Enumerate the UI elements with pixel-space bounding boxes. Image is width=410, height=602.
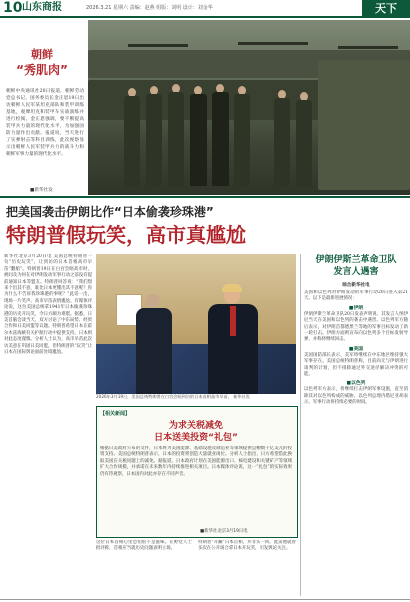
related-news-body: 根据日美政府公布的文件，日本将为美国能源、基础设施及制造业等领域提供总额数千亿美元的投资支持。美国总统特朗普表示，日本的投资将创造大量就业岗位。分析人士指出，日方希望借此换取美国在关税问题上的减免。据报道，日本政府计划在美国能源出口、核电建设和关键矿产等领域扩大合作规模，并承诺在未来数年内持续推进相关项目。日本媒体评论说，这一“礼包”的实际效果仍有待观察，日本国内对此亦存在不同声音。 bbox=[100, 446, 292, 477]
top-story-body: 朝鲜中央通讯社20日报道，朝鲜劳动党总书记、国务委员长金正恩19日出访朝鲜人民军某坦克部队和装甲训练基地，观摩坦克和装甲车实战演练并进行检阅。金正恩强调，要不断提高装甲兵力量的现代化水平，为加强国防力量作出贡献。报道说，当天进行了实弹射击等科目训练，此次视察显示出朝鲜人民军装甲兵力的战斗力和朝鲜军事力量的现代化水平。 bbox=[6, 89, 84, 157]
article-column-3: 特朗普“开涮”日本首相，并非头一回。此前他就曾多次在公开场合拿日本开玩笑，引发舆论关注。 bbox=[198, 540, 296, 552]
photo-caption: 2026年3月19日，美国总统特朗普在白宫会晤到访的日本首相高市早苗。 新华社发 bbox=[96, 394, 250, 399]
top-story-credit: ■新华社发 bbox=[30, 188, 53, 193]
related-news-credit: ■新华社北京3月19日电 bbox=[200, 529, 248, 534]
section-divider bbox=[0, 196, 410, 198]
right-story-paragraph: 美国国防部长表示，美军将继续在中东地区维持强大军事存在。美国总统特朗普称，目前尚无与伊朗进行谈判的计划，但不排除通过外交途径解决冲突的可能。 bbox=[304, 352, 408, 378]
page-number: 10 bbox=[3, 0, 23, 16]
right-story-paragraph: 美国和以色列对伊朗发动的军事行动20日进入第21天。以下是最新进展情况： bbox=[304, 290, 408, 302]
related-news-title-line1: 为求关税减免 bbox=[168, 421, 223, 431]
header-info: 2026.3.21 星期六 责编：赵燕 组版：刘明 设计：刘金华 bbox=[86, 5, 213, 11]
top-story-kicker: 朝鲜 bbox=[31, 48, 53, 61]
sub-headline: 把美国袭击伊朗比作“日本偷袭珍珠港” bbox=[6, 205, 214, 219]
right-story-body bbox=[304, 290, 408, 596]
right-story-paragraph: 伊朗伊斯兰革命卫队20日发表声明说，其发言人纳伊尼当天在美国和以色列的袭击中遇害。以色列军方随后表示，对伊朗首都德黑兰等地的军事目标发动了新一轮打击。伊朗方面则宣布向以色列多个目标发射导弹，并称将继续回击。 bbox=[304, 311, 408, 343]
military-parade-photo bbox=[88, 20, 410, 195]
right-story-byline: 综合新华社电 bbox=[342, 283, 370, 288]
white-house-meeting-photo bbox=[96, 254, 296, 394]
article-column-1: 新华社北京3月20日电 美国总统特朗普一句“历史玩笑”，让到访的日本首相高市早苗“翻船”。特朗普19日在白宫会晤高市时，被问及为何在对伊朗发动军事行动之前没有提前通知日本等盟友。特朗普回答说：“我们想来个出其不意，谁比日本更懂出其不意呢？你为什么不告诉我珍珠港的事呢？”此话一出，现场一片笑声。高市早苗表情尴尬。有媒体评论说，这位美国总统拿1941年日本偷袭珍珠港的历史开玩笑，令日方颇为难堪。据悉，日美首脑会谈当天，双方讨论了中东局势、经贸合作和日美同盟等议题。特朗普希望日本在霍尔木兹海峡有关护航行动中提供支持，日本则对此态度谨慎。分析人士认为，高市早苗此次访美意在巩固日美同盟，但特朗普的“玩笑”让日本在国际舆论面前处境尴尬。 bbox=[4, 254, 92, 356]
section-badge: 天下 bbox=[362, 0, 410, 18]
related-news-tag: 【相关新闻】 bbox=[100, 411, 131, 417]
bottom-rule bbox=[0, 599, 410, 600]
top-story-title: “秀肌肉” bbox=[16, 63, 68, 77]
related-news-title-line2: 日本送美投资“礼包” bbox=[154, 433, 238, 443]
column-divider bbox=[300, 254, 301, 596]
section-heading-israel: ■以色列 bbox=[346, 381, 366, 387]
section-heading-us: ■美国 bbox=[348, 346, 364, 352]
paper-name: 山东商报 bbox=[22, 2, 62, 13]
right-story-title-line1: 伊朗伊斯兰革命卫队 bbox=[315, 255, 397, 265]
right-story-paragraph: 以色列军方表示，将继续打击伊朗军事设施，直至消除其对以色列构成的威胁。以色列总理内塔尼亚胡表示，军事行动将持续必要的时间。 bbox=[304, 387, 408, 406]
section-heading-iran: ■伊朗 bbox=[348, 305, 364, 311]
right-story-title-line2: 发言人遇害 bbox=[333, 267, 379, 277]
article-column-2: 这位日本首相心里恐怕很不是滋味。在野党人士批评称，首相应当就历史问题表明立场。 bbox=[96, 540, 192, 552]
main-headline: 特朗普假玩笑，高市真尴尬 bbox=[6, 223, 246, 247]
